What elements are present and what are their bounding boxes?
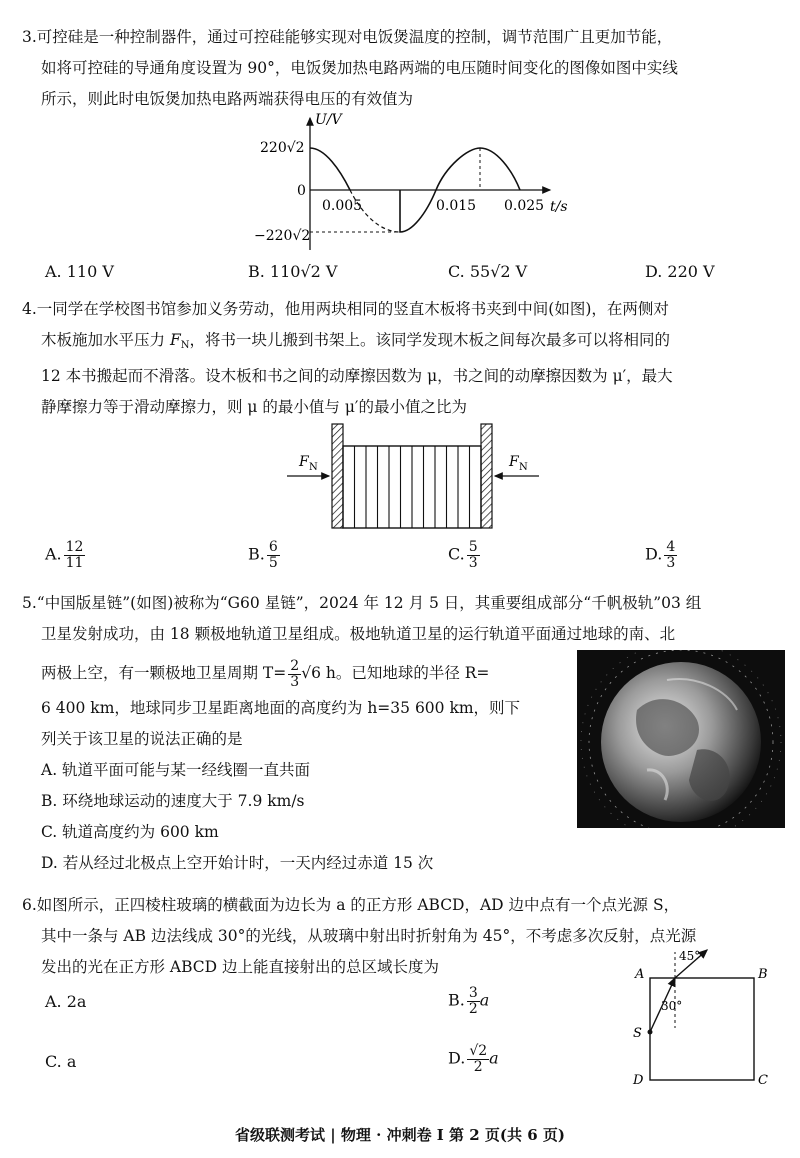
label-c: C [758,1073,768,1088]
question-3 [22,22,782,115]
q6-options-row2 [45,1043,565,1082]
q4-line4: 静摩擦力等于滑动摩擦力，则 μ 的最小值与 μ′的最小值之比为 [41,398,467,416]
q5-option-b[interactable]: B. 环绕地球运动的速度大于 7.9 km/s [41,792,305,811]
earth-satellite-image [577,650,785,828]
q4-option-b[interactable]: B. $\frac{6}{5}$ [248,539,278,571]
q4-line3: 12 本书搬起而不滑落。设木板和书之间的动摩擦因数为 μ，书之间的动摩擦因数为 μ′，最大 [41,367,673,385]
q3-options [45,262,765,292]
y-axis-label: U/V [315,112,342,128]
y-min-label: −220√2 [254,228,311,244]
x-tick-0.015: 0.015 [436,198,477,214]
left-board [332,424,343,528]
books-clamped-figure [285,420,545,532]
q4-option-c[interactable]: C. $\frac{5}{3}$ [448,539,478,571]
label-a: A [635,967,645,982]
point-source-s [648,1030,653,1035]
q6-options-row1 [45,985,565,1022]
q6-line3: 发出的光在正方形 ABCD 边上能直接射出的总区域长度为 [41,958,440,976]
q3-option-b[interactable]: B. 110√2 V [248,262,338,281]
q5-line1: 5.“中国版星链”(如图)被称为“G60 星链”，2024 年 12 月 5 日，其重要组成部分“千帆极轨”03 组 [22,594,702,612]
question-5-cont [22,658,582,879]
square-glass-figure [625,948,785,1088]
label-s: S [633,1026,642,1041]
q6-line1: 6.如图所示，正四棱柱玻璃的横截面为边长为 a 的正方形 ABCD，AD 边中点有一个点光源 S， [22,896,680,914]
q4-option-d[interactable]: D. $\frac{4}{3}$ [645,539,676,571]
q4-line2: 木板施加水平压力 $F_N$，将书一块儿搬到书架上。该同学发现木板之间每次最多可以将相同的 [41,331,670,351]
q3-option-c[interactable]: C. 55√2 V [448,262,528,281]
q4-line1: 4.一同学在学校图书馆参加义务劳动，他用两块相同的竖直木板将书夹到中间(如图)，在两侧对 [22,300,669,318]
q4-options [45,540,765,582]
right-board [481,424,492,528]
q4-option-a[interactable]: A. $\frac{12}{11}$ [45,539,84,571]
x-axis-label: t/s [550,199,568,215]
q5-line4: 6 400 km，地球同步卫星距离地面的高度约为 h=35 600 km，则下 [41,699,521,718]
q3-option-d[interactable]: D. 220 V [645,262,715,281]
q5-line2: 卫星发射成功，由 18 颗极地轨道卫星组成。极地轨道卫星的运行轨道平面通过地球的南、北 [41,625,676,643]
page-footer: 省级联测考试 | 物理 · 冲刺卷 Ⅰ 第 2 页(共 6 页) [235,1126,565,1144]
label-b: B [758,967,768,982]
q3-option-a[interactable]: A. 110 V [45,262,114,281]
q6-option-d[interactable]: D. $\frac{√2}{2}$ a [448,1043,499,1075]
question-4 [22,294,782,423]
label-d: D [633,1073,644,1088]
solid-segment-1 [310,148,350,190]
q3-line3: 所示，则此时电饭煲加热电路两端获得电压的有效值为 [41,90,414,108]
square-abcd [650,978,754,1080]
angle-45-label: 45° [679,949,701,963]
angle-30-label: 30° [661,999,683,1013]
q5-line5: 列关于该卫星的说法正确的是 [41,730,243,749]
y-max-label: 220√2 [260,140,305,156]
q5-option-c[interactable]: C. 轨道高度约为 600 km [41,823,219,842]
q6-option-a[interactable]: A. 2a [45,992,87,1011]
voltage-time-graph [250,110,570,255]
q6-line2: 其中一条与 AB 边法线成 30°的光线，从玻璃中射出时折射角为 45°，不考虑多次反射，点光源 [41,927,697,945]
book-dividers [355,446,470,528]
left-force-label: F [299,454,309,470]
q6-option-c[interactable]: C. a [45,1052,77,1071]
x-tick-0.025: 0.025 [504,198,545,214]
svg-text:N: N [519,462,528,473]
origin-label: 0 [297,183,306,199]
question-5 [22,588,782,650]
right-force-label: F [509,454,519,470]
q5-option-a[interactable]: A. 轨道平面可能与某一经线圈一直共面 [41,761,311,780]
q3-line2: 如将可控硅的导通角度设置为 90°，电饭煲加热电路两端的电压随时间变化的图像如图中实线 [41,59,678,77]
q5-line3: 两极上空，有一颗极地卫星周期 T= $\frac{2}{3}$ √6 h。已知地球的半径 R= [41,657,490,690]
svg-text:N: N [309,462,318,473]
q3-line1: 3.可控硅是一种控制器件，通过可控硅能够实现对电饭煲温度的控制，调节范围广且更加节能， [22,28,673,46]
q5-option-d[interactable]: D. 若从经过北极点上空开始计时，一天内经过赤道 15 次 [41,854,434,873]
q6-option-b[interactable]: B. $\frac{3}{2}$ a [448,985,490,1017]
x-tick-0.005: 0.005 [322,198,363,214]
